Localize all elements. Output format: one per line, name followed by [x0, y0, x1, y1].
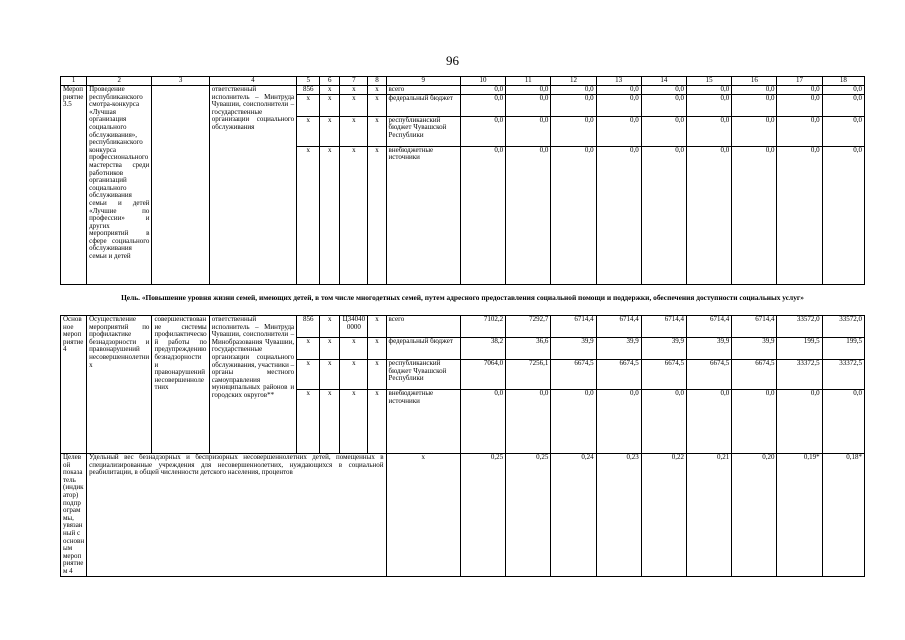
value-cell: 7064,0: [460, 360, 505, 390]
cell-c6: x: [320, 316, 340, 338]
cell-c5: x: [297, 116, 320, 146]
value-cell: 0,0: [641, 390, 686, 454]
event-code: Основное мероприятие 4: [61, 316, 87, 454]
indicator-value: 0,25: [506, 454, 551, 577]
value-cell: 0,0: [777, 86, 822, 95]
event-code: Мероприятие 3.5: [61, 86, 87, 285]
value-cell: 0,0: [822, 86, 864, 95]
value-cell: 0,0: [777, 94, 822, 116]
value-cell: 33372,5: [822, 360, 864, 390]
column-number: 9: [386, 77, 460, 86]
cell-c7: x: [340, 94, 368, 116]
cell-c7: x: [340, 116, 368, 146]
cell-c6: x: [320, 116, 340, 146]
cell-c8: x: [368, 338, 386, 360]
value-cell: 0,0: [641, 116, 686, 146]
indicator-value: 0,20: [732, 454, 777, 577]
value-cell: 7292,7: [506, 316, 551, 338]
value-cell: 0,0: [641, 94, 686, 116]
indicator-row: [61, 454, 865, 577]
value-cell: 0,0: [732, 94, 777, 116]
value-cell: 39,9: [641, 338, 686, 360]
value-cell: 0,0: [596, 390, 641, 454]
column-number: 17: [777, 77, 822, 86]
column-number: 6: [320, 77, 340, 86]
value-cell: 6674,5: [641, 360, 686, 390]
value-cell: 0,0: [506, 86, 551, 95]
column-number: 4: [209, 77, 296, 86]
cell-c7: x: [340, 360, 368, 390]
event-name: Проведение республиканского смотра-конкурса «Лучшая организация социального обслуживания», республиканского конкурса профессионального мастерства среди работников организаций социального обслуживания семьи и детей «Лучшие по профессии» и других мероприятий в сфере социального обслуживания семьи и детей: [87, 86, 152, 285]
value-cell: 0,0: [506, 116, 551, 146]
value-cell: 0,0: [732, 146, 777, 284]
value-cell: 199,5: [822, 338, 864, 360]
cell-c6: x: [320, 390, 340, 454]
indicator-text: Удельный вес безнадзорных и беспризорных несовершеннолетних детей, помещенных в специализированные учреждения для несовершеннолетних, нуждающихся в социальной реабилитации, в общей численности детского населения, процентов: [87, 454, 386, 577]
value-cell: 0,0: [596, 94, 641, 116]
column-number-row: [61, 77, 865, 86]
value-cell: 0,0: [687, 86, 732, 95]
value-cell: 0,0: [732, 116, 777, 146]
value-cell: 0,0: [732, 86, 777, 95]
value-cell: 0,0: [551, 94, 596, 116]
column-number: 16: [732, 77, 777, 86]
indicator-value: 0,21: [687, 454, 732, 577]
cell-c6: x: [320, 146, 340, 284]
value-cell: 39,9: [551, 338, 596, 360]
column-number: 10: [460, 77, 505, 86]
value-cell: 0,0: [551, 86, 596, 95]
cell-c5: x: [297, 146, 320, 284]
table-row: [61, 86, 865, 95]
indicator-value: 0,22: [641, 454, 686, 577]
column-number: 12: [551, 77, 596, 86]
value-cell: 0,0: [687, 116, 732, 146]
cell-c5: 856: [297, 316, 320, 338]
cell-c7: x: [340, 146, 368, 284]
cell-c6: x: [320, 86, 340, 95]
value-cell: 0,0: [460, 116, 505, 146]
value-cell: 6714,4: [641, 316, 686, 338]
column-number: 2: [87, 77, 152, 86]
value-cell: 0,0: [777, 146, 822, 284]
value-cell: 0,0: [687, 146, 732, 284]
value-cell: 33572,0: [777, 316, 822, 338]
value-cell: 39,9: [687, 338, 732, 360]
value-cell: 0,0: [822, 94, 864, 116]
value-cell: 0,0: [506, 146, 551, 284]
value-cell: 0,0: [596, 86, 641, 95]
column-number: 15: [687, 77, 732, 86]
value-cell: 0,0: [822, 390, 864, 454]
value-cell: 0,0: [460, 146, 505, 284]
value-cell: 38,2: [460, 338, 505, 360]
cell-c8: x: [368, 94, 386, 116]
value-cell: 0,0: [777, 116, 822, 146]
value-cell: 0,0: [506, 94, 551, 116]
value-cell: 0,0: [551, 116, 596, 146]
column-number: 5: [297, 77, 320, 86]
cell-c7: x: [340, 390, 368, 454]
funding-source: всего: [386, 86, 460, 95]
cell-c8: x: [368, 360, 386, 390]
value-cell: 199,5: [777, 338, 822, 360]
indicator-c9: x: [386, 454, 460, 577]
event-responsible: ответственный исполнитель – Минтруда Чувашии, соисполнители – государственные организации социального обслуживания: [209, 86, 296, 285]
value-cell: 39,9: [596, 338, 641, 360]
event-col3: совершенствование системы профилактической работы по предупреждению безнадзорности и правонарушений несовершеннолетних: [152, 316, 209, 454]
indicator-value: 0,23: [596, 454, 641, 577]
value-cell: 6674,5: [732, 360, 777, 390]
value-cell: 0,0: [460, 390, 505, 454]
value-cell: 0,0: [777, 390, 822, 454]
cell-c7: Ц34040 0000: [340, 316, 368, 338]
cell-c5: x: [297, 94, 320, 116]
cell-c8: x: [368, 86, 386, 95]
cell-c8: x: [368, 390, 386, 454]
column-number: 18: [822, 77, 864, 86]
cell-c7: x: [340, 86, 368, 95]
funding-source: федеральный бюджет: [386, 338, 460, 360]
goal-heading: Цель. «Повышение уровня жизни семей, имеющих детей, в том числе многодетных семей, путем адресного предоставления социальной помощи и поддержки, обеспечения доступности социальных услуг»: [121, 293, 804, 302]
cell-c7: x: [340, 338, 368, 360]
value-cell: 0,0: [551, 390, 596, 454]
cell-c5: x: [297, 338, 320, 360]
value-cell: 0,0: [687, 390, 732, 454]
value-cell: 7256,1: [506, 360, 551, 390]
column-number: 11: [506, 77, 551, 86]
value-cell: 0,0: [822, 116, 864, 146]
page-number: 96: [446, 53, 459, 68]
value-cell: 0,0: [551, 146, 596, 284]
cell-c8: x: [368, 146, 386, 284]
value-cell: 0,0: [641, 86, 686, 95]
event-col3: [152, 86, 209, 285]
funding-source: республиканский бюджет Чувашской Республики: [386, 116, 460, 146]
indicator-value: 0,24: [551, 454, 596, 577]
funding-source: всего: [386, 316, 460, 338]
value-cell: 7102,2: [460, 316, 505, 338]
value-cell: 33572,0: [822, 316, 864, 338]
value-cell: 0,0: [822, 146, 864, 284]
value-cell: 6674,5: [596, 360, 641, 390]
funding-source: федеральный бюджет: [386, 94, 460, 116]
column-number: 8: [368, 77, 386, 86]
value-cell: 0,0: [460, 94, 505, 116]
value-cell: 0,0: [732, 390, 777, 454]
table-row: [61, 316, 865, 338]
value-cell: 6714,4: [732, 316, 777, 338]
budget-table-bottom: [60, 315, 865, 577]
value-cell: 0,0: [641, 146, 686, 284]
value-cell: 0,0: [596, 116, 641, 146]
cell-c6: x: [320, 94, 340, 116]
value-cell: 6674,5: [687, 360, 732, 390]
value-cell: 0,0: [687, 94, 732, 116]
column-number: 3: [152, 77, 209, 86]
indicator-value: 0,25: [460, 454, 505, 577]
cell-c6: x: [320, 360, 340, 390]
column-number: 1: [61, 77, 87, 86]
budget-table-top: [60, 76, 865, 285]
value-cell: 0,0: [596, 146, 641, 284]
value-cell: 33372,5: [777, 360, 822, 390]
cell-c5: 856: [297, 86, 320, 95]
event-name: Осуществление мероприятий по профилактике безнадзорности и правонарушений несовершеннолетних: [87, 316, 152, 454]
funding-source: республиканский бюджет Чувашской Республики: [386, 360, 460, 390]
indicator-value: 0,18*: [822, 454, 864, 577]
funding-source: внебюджетные источники: [386, 390, 460, 454]
value-cell: 6674,5: [551, 360, 596, 390]
indicator-label: Целевой показатель (индикатор) подпрограммы, увязанный с основным мероприятием 4: [61, 454, 87, 577]
cell-c6: x: [320, 338, 340, 360]
funding-source: внебюджетные источники: [386, 146, 460, 284]
value-cell: 36,6: [506, 338, 551, 360]
value-cell: 39,9: [732, 338, 777, 360]
cell-c5: x: [297, 360, 320, 390]
value-cell: 6714,4: [596, 316, 641, 338]
cell-c8: x: [368, 316, 386, 338]
indicator-value: 0,19*: [777, 454, 822, 577]
value-cell: 0,0: [460, 86, 505, 95]
value-cell: 6714,4: [551, 316, 596, 338]
column-number: 13: [596, 77, 641, 86]
column-number: 14: [641, 77, 686, 86]
cell-c5: x: [297, 390, 320, 454]
column-number: 7: [340, 77, 368, 86]
event-responsible: ответственный исполнитель – Минтруда Чувашии, соисполнители – Минобразования Чувашии, государственные организации социального обслуживания, участники – органы местного самоуправления муниципальных районов и городских округов**: [209, 316, 296, 454]
value-cell: 0,0: [506, 390, 551, 454]
cell-c8: x: [368, 116, 386, 146]
value-cell: 6714,4: [687, 316, 732, 338]
